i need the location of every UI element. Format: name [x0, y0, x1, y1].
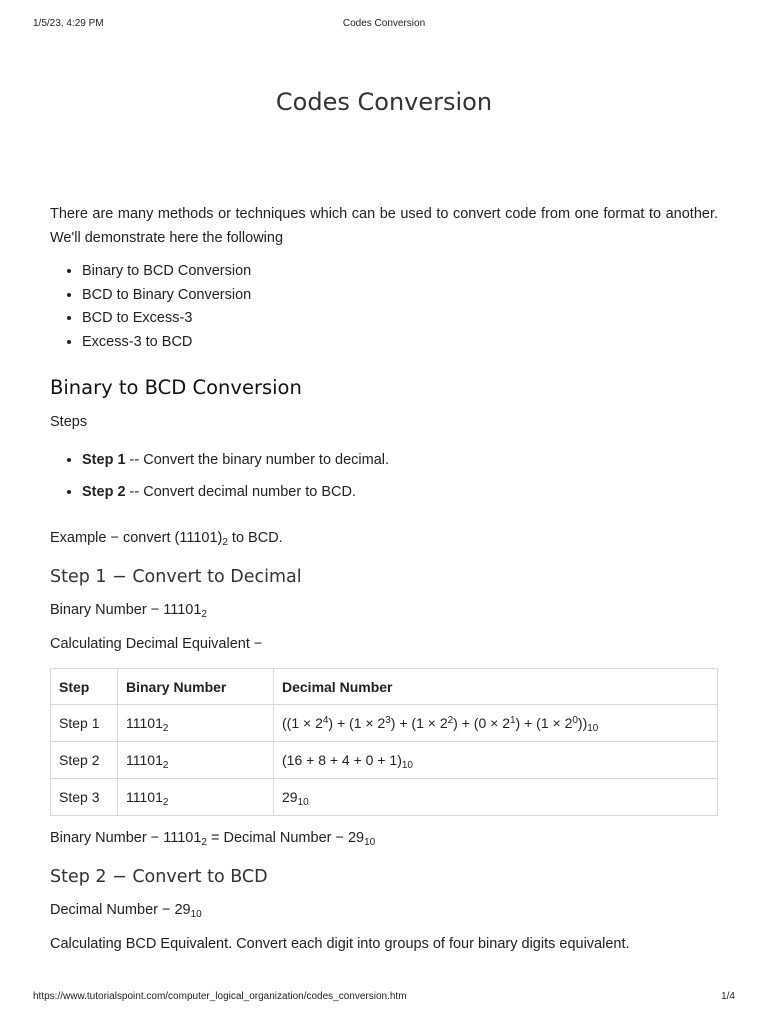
table-cell: $29_{10}$ — [274, 779, 718, 816]
table-cell: $((1 \times 2^4) + (1 \times 2^3) + (1 \times 2^2) + (0 \times 2^1) + (1 \times 2^0))_{10}$ — [274, 705, 718, 742]
step-item — [82, 444, 718, 476]
list-item: • Binary to BCD Conversion — [82, 260, 718, 284]
table-cell: Step 2 — [51, 742, 118, 779]
section-heading: Binary to BCD Conversion — [50, 376, 302, 399]
step-text: -- Convert the binary number to decimal. — [125, 452, 390, 468]
step-text: -- Convert decimal number to BCD. — [125, 484, 356, 500]
step1-heading: Step 1 − Convert to Decimal — [50, 567, 302, 587]
table-row — [51, 742, 718, 779]
table-cell: $11101_2$ — [118, 742, 274, 779]
example-line: Example − convert $(11101)_2$ to BCD. — [50, 530, 283, 548]
table-cell: $11101_2$ — [118, 705, 274, 742]
column-header: Decimal Number — [274, 669, 718, 705]
step2-heading: Step 2 − Convert to BCD — [50, 867, 268, 887]
print-footer-page: 1/4 — [721, 991, 735, 1002]
print-header-title: Codes Conversion — [342, 18, 426, 29]
column-header: Binary Number — [118, 669, 274, 705]
article-content — [50, 202, 718, 956]
page-title: Codes Conversion — [275, 88, 493, 116]
step-label: Step 1 — [82, 452, 126, 468]
list-item: • Excess-3 to BCD — [82, 331, 718, 355]
conversion-table — [50, 668, 718, 816]
print-header-datetime: 1/5/23, 4:29 PM — [33, 18, 104, 29]
methods-list — [50, 260, 718, 354]
calc-label: Calculating Decimal Equivalent − — [50, 636, 263, 652]
bcd-calc-line: Calculating BCD Equivalent. Convert each digit into groups of four binary digits equivalent. — [50, 936, 630, 952]
intro-paragraph: There are many methods or techniques which can be used to convert code from one format to another. We'll demonstrate here the following — [50, 206, 718, 246]
column-header: Step — [51, 669, 118, 705]
result-line: Binary Number − $11101_2$ = Decimal Number − $29_{10}$ — [50, 830, 376, 848]
list-item: • BCD to Binary Conversion — [82, 284, 718, 308]
list-item: • BCD to Excess-3 — [82, 307, 718, 331]
decimal-number-line: Decimal Number − $29_{10}$ — [50, 902, 202, 920]
table-cell: $11101_2$ — [118, 779, 274, 816]
table-row — [51, 705, 718, 742]
step-item — [82, 476, 718, 508]
step-label: Step 2 — [82, 484, 126, 500]
print-footer-url: https://www.tutorialspoint.com/computer_logical_organization/codes_conversion.htm — [33, 991, 407, 1002]
table-cell: Step 1 — [51, 705, 118, 742]
table-cell: $(16 + 8 + 4 + 0 + 1)_{10}$ — [274, 742, 718, 779]
table-header-row — [51, 669, 718, 705]
steps-label: Steps — [50, 414, 88, 430]
binary-number-line: Binary Number − $11101_2$ — [50, 602, 207, 620]
table-row — [51, 779, 718, 816]
steps-list — [50, 444, 718, 508]
table-cell: Step 3 — [51, 779, 118, 816]
